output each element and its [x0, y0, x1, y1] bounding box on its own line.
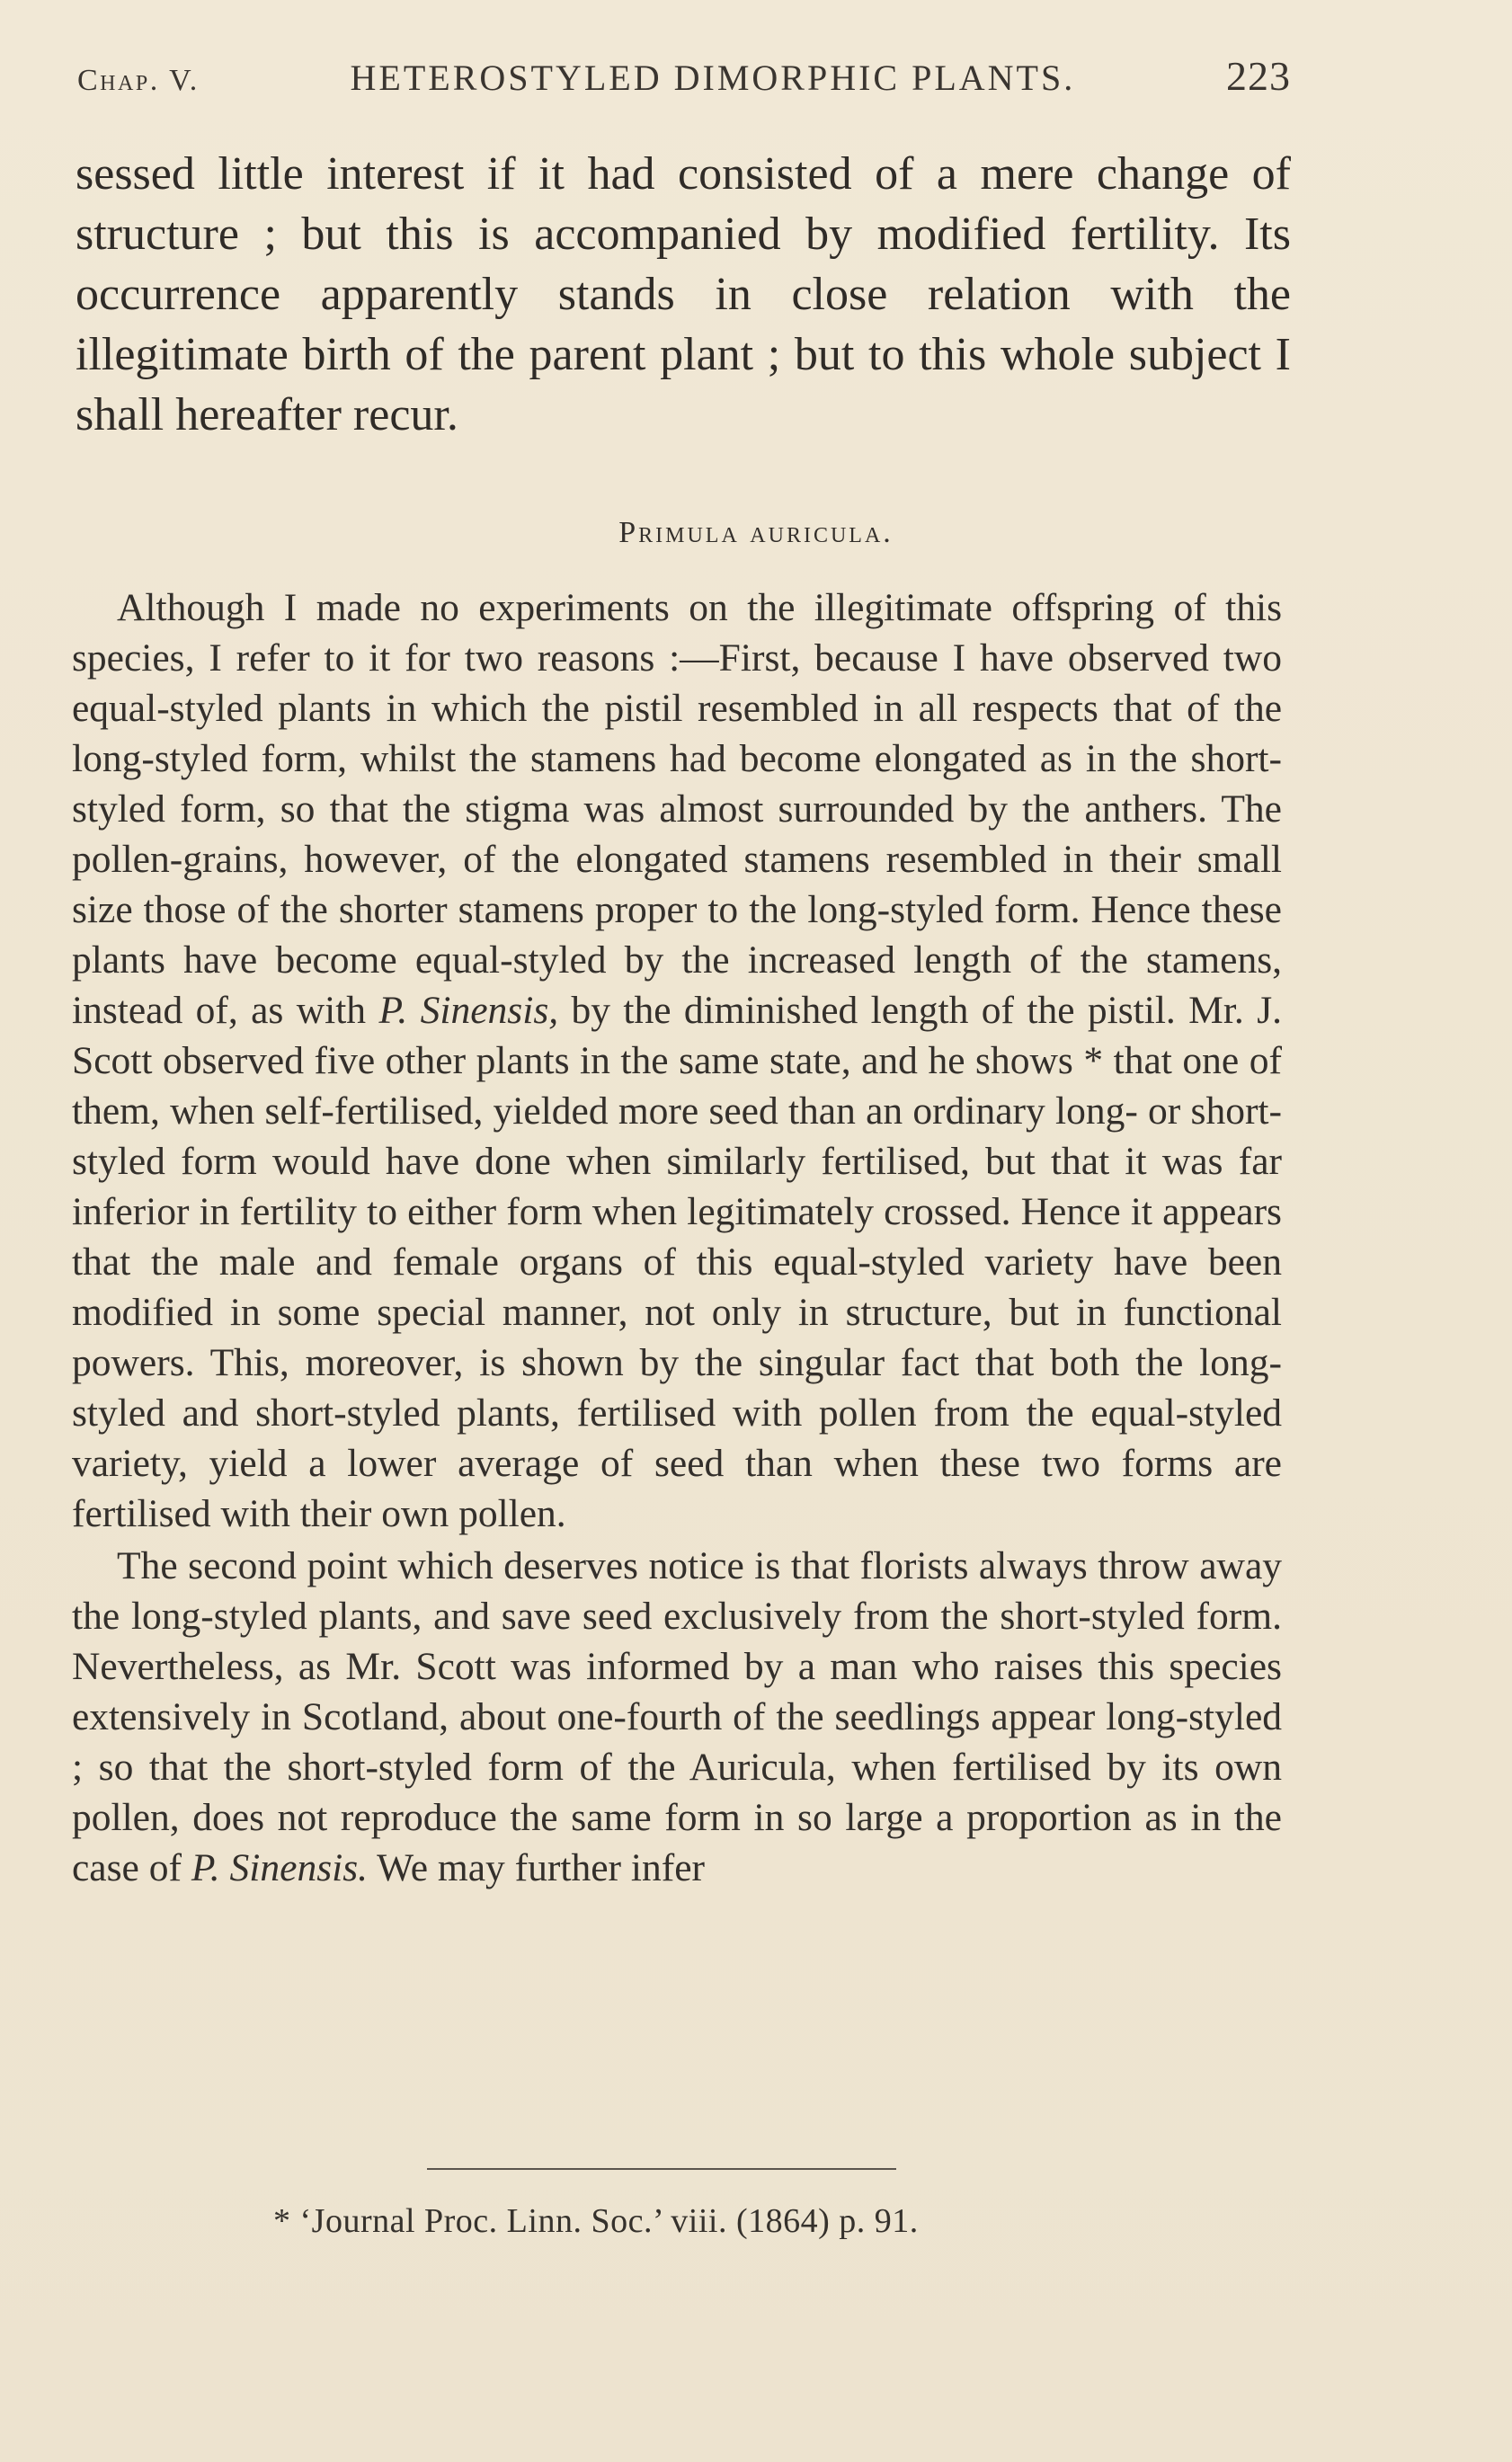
paragraph-auricula-reasons: [72, 582, 1282, 1539]
paragraph-florists: [72, 1541, 1282, 1893]
section-heading: Primula auricula.: [618, 516, 894, 549]
paragraph-2-text-a: The second point which deserves notice is that florists always throw away the long-styled plants, and save seed exclusively from the short-styled form. Nevertheless, as Mr. Scott was informed by a man who raises this species extensively in Scotland, about one-fourth of the seedlings appear long-styled ; so that the short-styled form of the Auricula, when fertilised by its own pollen, does not reproduce the same form in so large a proportion as in the case of: [72, 1544, 1282, 1889]
running-title: HETEROSTYLED DIMORPHIC PLANTS.: [350, 58, 1076, 98]
paragraph-1-text-a: Although I made no experiments on the illegitimate offspring of this species, I refer to it for two reasons :—First, because I have observed two equal-styled plants in which the pistil resembled in all respects that of the long-styled form, whilst the stamens had become elongated as in the short-styled form, so that the stigma was almost surrounded by the anthers. The pollen-grains, however, of the elongated stamens resembled in their small size those of the shorter stamens proper to the long-styled form. Hence these plants have become equal-styled by the increased length of the stamens, instead of, as with: [72, 586, 1282, 1032]
footnote: * ‘Journal Proc. Linn. Soc.’ viii. (1864) p. 91.: [273, 2202, 919, 2240]
page-number: 223: [1226, 53, 1291, 99]
footnote-divider: [427, 2168, 896, 2170]
paragraph-1-text-b: by the diminished length of the pistil. Mr. J. Scott observed five other plants in the same state, and he shows * that one of them, when self-fertilised, yielded more seed than an ordinary long- or short-styled form would have done when similarly fertilised, but that it was far inferior in fertility to either form when legitimately crossed. Hence it appears that the male and female organs of this equal-styled variety have been modified in some special manner, not only in structure, but in functional powers. This, moreover, is shown by the singular fact that both the long-styled and short-styled plants, fertilised with pollen from the equal-styled variety, yield a lower average of seed than when these two forms are fertilised with their own pollen.: [72, 989, 1282, 1535]
paragraph-2-text-b: We may further infer: [377, 1846, 705, 1889]
species-name-sinensis: P. Sinensis,: [378, 989, 559, 1032]
running-header: [77, 52, 1291, 106]
species-name-sinensis-2: P. Sinensis.: [191, 1846, 369, 1889]
body-text: [72, 582, 1282, 1895]
chapter-label: Chap. V.: [77, 64, 200, 97]
opening-paragraph: sessed little interest if it had consisted of a mere change of structure ; but this is accompanied by modified fertility. Its occurrence apparently stands in close relation with the illegitimate birth of the parent plant ; but to this whole subject I shall hereafter recur.: [76, 148, 1291, 440]
